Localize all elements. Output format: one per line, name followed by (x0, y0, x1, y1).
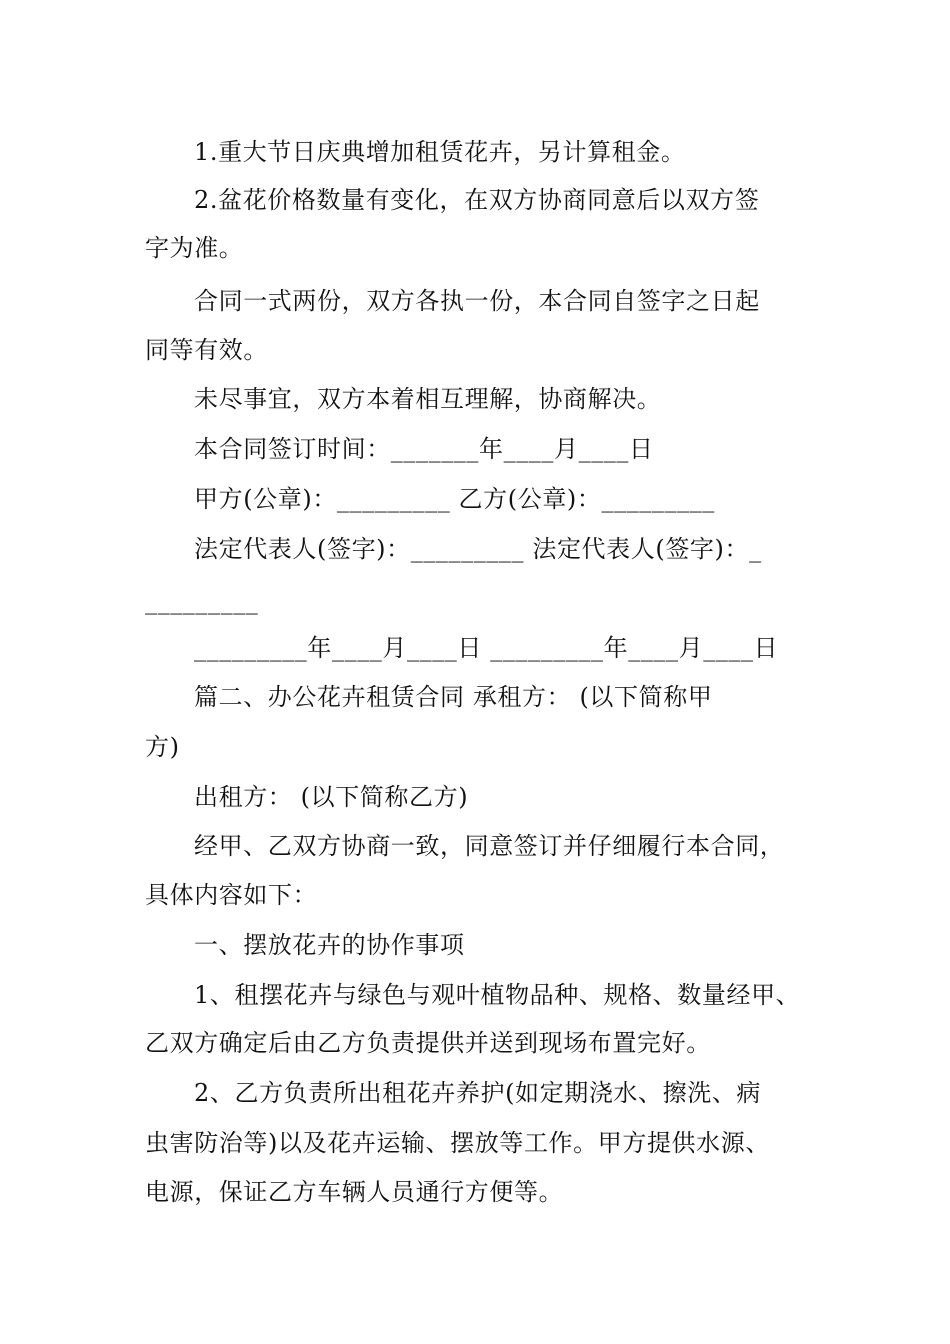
party-seals: 甲方(公章)：_________ 乙方(公章)：_________ (194, 485, 715, 513)
lessor-line: 出租方： (以下简称乙方) (194, 783, 469, 811)
section-two-heading-line2: 方) (145, 733, 180, 761)
agreement-intro-line1: 经甲、乙双方协商一致，同意签订并仔细履行本合同， (194, 832, 785, 860)
clause-festival-rental: 1.重大节日庆典增加租赁花卉，另计算租金。 (194, 138, 686, 166)
item-two-line2: 虫害防治等)以及花卉运输、摆放等工作。甲方提供水源、 (145, 1129, 770, 1157)
signature-blank-continuation: _________ (145, 587, 259, 615)
signing-date: 本合同签订时间：_______年____月____日 (194, 435, 654, 463)
unresolved-matters: 未尽事宜，双方本着相互理解，协商解决。 (194, 385, 662, 413)
item-one-line2: 乙双方确定后由乙方负责提供并送到现场布置完好。 (145, 1029, 711, 1057)
legal-representatives: 法定代表人(签字)：_________ 法定代表人(签字)：_ (194, 535, 762, 563)
agreement-intro-line2: 具体内容如下： (145, 881, 318, 909)
clause-price-change-line1: 2.盆花价格数量有变化，在双方协商同意后以双方签 (194, 186, 760, 214)
section-one-heading: 一、摆放花卉的协作事项 (194, 931, 465, 959)
party-dates: _________年____月____日 _________年____月____日 (194, 634, 779, 662)
copies-clause-line2: 同等有效。 (145, 336, 268, 364)
item-one-line1: 1、租摆花卉与绿色与观叶植物品种、规格、数量经甲、 (194, 981, 801, 1009)
clause-price-change-line2: 字为准。 (145, 234, 244, 262)
item-two-line3: 电源，保证乙方车辆人员通行方便等。 (145, 1178, 564, 1206)
copies-clause-line1: 合同一式两份，双方各执一份，本合同自签字之日起 (194, 287, 760, 315)
section-two-heading-line1: 篇二、办公花卉租赁合同 承租方： (以下简称甲 (194, 683, 713, 711)
item-two-line1: 2、乙方负责所出租花卉养护(如定期浇水、擦洗、病 (194, 1079, 762, 1107)
